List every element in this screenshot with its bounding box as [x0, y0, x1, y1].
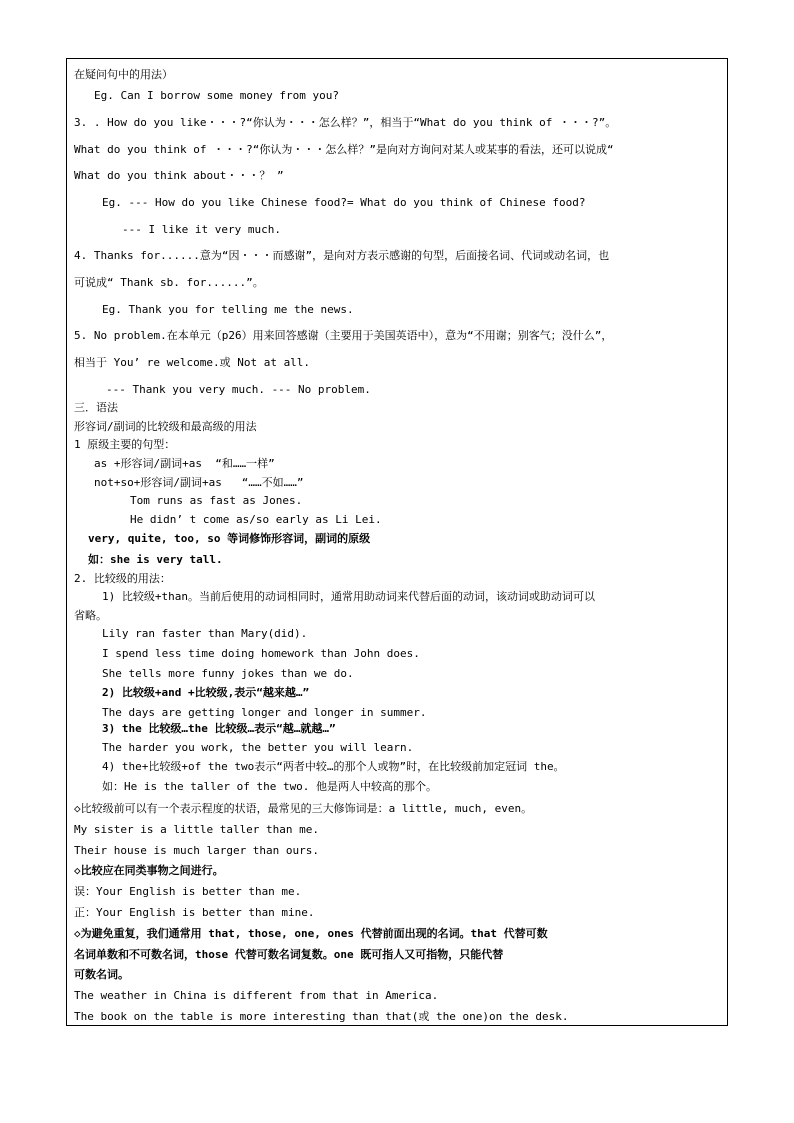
example-line: He didn’ t come as/so early as Li Lei.	[130, 513, 382, 526]
bold-line: 可数名词。	[74, 968, 129, 981]
bold-line: ◇比较应在同类事物之间进行。	[74, 864, 224, 877]
text-line: 省略。	[74, 609, 107, 622]
text-line: 相当于 You’ re welcome.或 Not at all.	[74, 356, 311, 369]
bold-line: ◇为避免重复，我们通常用 that, those, one, ones 代替前面出现的名词。that 代替可数	[74, 927, 548, 940]
text-line: 1 原级主要的句型：	[74, 438, 176, 451]
text-line: 4) the+比较级+of the two表示“两者中较…的那个人或物”时，在比较级前加定冠词 the。	[102, 760, 565, 773]
text-line: 形容词/副词的比较级和最高级的用法	[74, 420, 257, 433]
example-line: The weather in China is different from that in America.	[74, 989, 439, 1002]
example-line: She tells more funny jokes than we do.	[102, 667, 354, 680]
example-line: Eg. --- How do you like Chinese food?= What do you think of Chinese food?	[102, 196, 586, 209]
example-line: The days are getting longer and longer in summer.	[102, 706, 427, 719]
example-line: Eg. Can I borrow some money from you?	[94, 89, 340, 102]
example-line: Lily ran faster than Mary(did).	[102, 627, 308, 640]
example-line: --- Thank you very much. --- No problem.	[106, 383, 371, 396]
text-line: What do you think of ・・・?“你认为・・・怎么样？”是向对方询问对某人或某事的看法，还可以说成“	[74, 143, 614, 156]
example-line: I spend less time doing homework than John does.	[102, 647, 420, 660]
text-line: 4. Thanks for......意为“因・・・而感谢”，是向对方表示感谢的句型，后面接名词、代词或动名词，也	[74, 249, 610, 262]
text-line: 可说成“ Thank sb. for......”。	[74, 276, 264, 289]
bold-line: very, quite, too, so 等词修饰形容词，副词的原级	[88, 532, 371, 545]
text-line: 5. No problem.在本单元（p26）用来回答感谢（主要用于美国英语中），意为“不用谢；别客气；没什么”，	[74, 329, 613, 342]
bold-line: 3) the 比较级…the 比较级…表示“越…就越…”	[102, 722, 336, 735]
text-line: 如：He is the taller of the two. 他是两人中较高的那个。	[102, 780, 438, 793]
text-line: 在疑问句中的用法）	[74, 68, 173, 81]
text-line: not+so+形容词/副词+as “……不如……”	[94, 476, 304, 489]
text-line: 3. . How do you like・・・?“你认为・・・怎么样？”，相当于“What do you think of ・・・?”。	[74, 116, 617, 129]
example-line: The harder you work, the better you will learn.	[102, 741, 414, 754]
text-line: 2. 比较级的用法：	[74, 572, 171, 585]
bold-line: 如：she is very tall.	[88, 553, 223, 566]
example-line: The book on the table is more interesting than that(或 the one)on the desk.	[74, 1010, 569, 1023]
text-line: What do you think about・・・？ ”	[74, 169, 284, 182]
example-line: Tom runs as fast as Jones.	[130, 494, 303, 507]
example-line: --- I like it very much.	[122, 223, 281, 236]
text-line: 1) 比较级+than。当前后使用的动词相同时，通常用助动词来代替后面的动词，该动词或助动词可以	[102, 590, 595, 603]
example-line: Eg. Thank you for telling me the news.	[102, 303, 354, 316]
example-line: Their house is much larger than ours.	[74, 844, 320, 857]
example-line: My sister is a little taller than me.	[74, 823, 320, 836]
text-line: 正：Your English is better than mine.	[74, 906, 315, 919]
text-line: 误：Your English is better than me.	[74, 885, 302, 898]
section-heading: 三．语法	[74, 401, 118, 414]
text-line: ◇比较级前可以有一个表示程度的状语，最常见的三大修饰词是：a little, much, even。	[74, 802, 533, 815]
bold-line: 2) 比较级+and +比较级,表示“越来越…”	[102, 686, 310, 699]
bold-line: 名词单数和不可数名词，those 代替可数名词复数。one 既可指人又可指物，只能代替	[74, 948, 504, 961]
text-line: as +形容词/副词+as “和……一样”	[94, 457, 275, 470]
